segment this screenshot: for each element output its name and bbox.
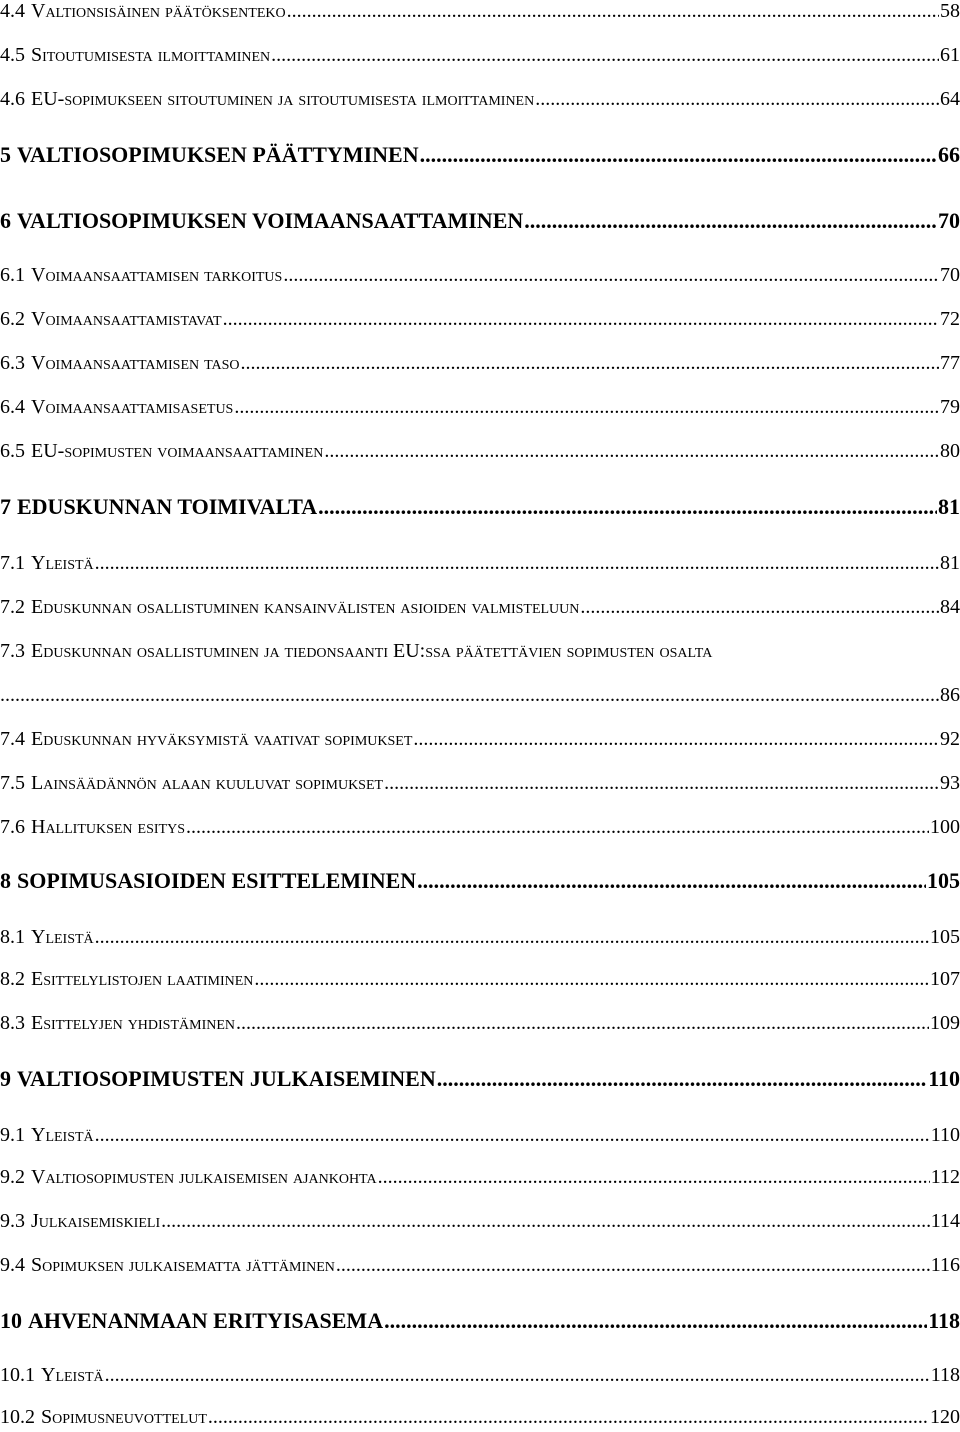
toc-entry-6[interactable] bbox=[0, 208, 960, 234]
entry-number: 6.1 bbox=[0, 264, 25, 286]
entry-number: 10 bbox=[0, 1308, 22, 1333]
entry-title: Yleistä bbox=[41, 1364, 104, 1386]
entry-number: 4.6 bbox=[0, 88, 25, 110]
entry-page: 105 bbox=[930, 926, 960, 948]
entry-page: 70 bbox=[940, 264, 960, 286]
entry-page: 81 bbox=[940, 552, 960, 574]
entry-title: Yleistä bbox=[31, 552, 94, 574]
entry-page: 81 bbox=[938, 494, 960, 519]
entry-page: 92 bbox=[940, 728, 960, 750]
entry-number: 7.3 bbox=[0, 640, 25, 662]
entry-title: VALTIOSOPIMUKSEN VOIMAANSAATTAMINEN bbox=[17, 208, 524, 233]
toc-entry-10-2[interactable] bbox=[0, 1406, 960, 1429]
entry-page: 80 bbox=[940, 440, 960, 462]
entry-title: Voimaansaattamistavat bbox=[31, 308, 222, 330]
leader-dots bbox=[95, 926, 929, 949]
leader-dots bbox=[161, 1210, 930, 1233]
leader-dots bbox=[417, 868, 926, 894]
entry-title: SOPIMUSASIOIDEN ESITTELEMINEN bbox=[17, 868, 417, 893]
toc-entry-7-2[interactable] bbox=[0, 596, 960, 619]
toc-entry-6-5[interactable] bbox=[0, 440, 960, 463]
leader-dots bbox=[384, 1308, 927, 1334]
entry-page: 86 bbox=[940, 684, 960, 706]
entry-title: Julkaisemiskieli bbox=[31, 1210, 161, 1232]
leader-dots bbox=[318, 494, 937, 520]
entry-number: 7.5 bbox=[0, 772, 25, 794]
toc-entry-4-6[interactable] bbox=[0, 88, 960, 111]
entry-number: 7.6 bbox=[0, 816, 25, 838]
entry-title: VALTIOSOPIMUSTEN JULKAISEMINEN bbox=[17, 1066, 436, 1091]
leader-dots bbox=[95, 552, 939, 575]
toc-entry-6-4[interactable] bbox=[0, 396, 960, 419]
entry-page: 72 bbox=[940, 308, 960, 330]
entry-title: Eduskunnan osallistuminen ja tiedonsaanti EU:ssa päätettävien sopimusten osalta bbox=[31, 640, 713, 662]
toc-entry-7-4[interactable] bbox=[0, 728, 960, 751]
entry-page: 118 bbox=[930, 1364, 960, 1386]
entry-title: Hallituksen esitys bbox=[31, 816, 185, 838]
entry-title: Eduskunnan hyväksymistä vaativat sopimukset bbox=[31, 728, 413, 750]
leader-dots bbox=[0, 684, 939, 707]
entry-page: 77 bbox=[940, 352, 960, 374]
entry-number: 7.4 bbox=[0, 728, 25, 750]
leader-dots bbox=[223, 308, 939, 331]
entry-title: Yleistä bbox=[31, 926, 94, 948]
leader-dots bbox=[283, 264, 939, 287]
leader-dots bbox=[420, 142, 937, 168]
entry-page: 58 bbox=[940, 0, 960, 22]
toc-entry-7-6[interactable] bbox=[0, 816, 960, 839]
entry-page: 66 bbox=[938, 142, 960, 167]
entry-number: 5 bbox=[0, 142, 11, 167]
entry-title: Esittelyjen yhdistäminen bbox=[31, 1012, 236, 1034]
leader-dots bbox=[384, 772, 939, 795]
entry-title: Esittelylistojen laatiminen bbox=[31, 968, 254, 990]
entry-number: 6 bbox=[0, 208, 11, 233]
toc-entry-8-2[interactable] bbox=[0, 968, 960, 991]
entry-title: VALTIOSOPIMUKSEN PÄÄTTYMINEN bbox=[17, 142, 419, 167]
toc-entry-6-1[interactable] bbox=[0, 264, 960, 287]
toc-entry-7-5[interactable] bbox=[0, 772, 960, 795]
leader-dots bbox=[208, 1406, 929, 1429]
toc-entry-6-2[interactable] bbox=[0, 308, 960, 331]
entry-page: 120 bbox=[930, 1406, 960, 1428]
entry-number: 10.1 bbox=[0, 1364, 35, 1386]
leader-dots bbox=[105, 1364, 930, 1387]
entry-number: 7.2 bbox=[0, 596, 25, 618]
toc-entry-9-2[interactable] bbox=[0, 1166, 960, 1189]
entry-title: Valtiosopimusten julkaisemisen ajankohta bbox=[31, 1166, 377, 1188]
leader-dots bbox=[524, 208, 937, 234]
toc-entry-7-3[interactable] bbox=[0, 640, 960, 663]
entry-number: 4.5 bbox=[0, 44, 25, 66]
leader-dots bbox=[378, 1166, 930, 1189]
toc-entry-10-1[interactable] bbox=[0, 1364, 960, 1387]
toc-entry-10[interactable] bbox=[0, 1308, 960, 1334]
entry-number: 9.2 bbox=[0, 1166, 25, 1188]
leader-dots bbox=[437, 1066, 927, 1092]
toc-entry-9-4[interactable] bbox=[0, 1254, 960, 1277]
entry-title: Valtionsisäinen päätöksenteko bbox=[31, 0, 286, 22]
entry-title: EDUSKUNNAN TOIMIVALTA bbox=[17, 494, 318, 519]
entry-page: 107 bbox=[930, 968, 960, 990]
entry-number: 8.1 bbox=[0, 926, 25, 948]
entry-page: 79 bbox=[940, 396, 960, 418]
entry-page: 112 bbox=[930, 1166, 960, 1188]
entry-title: Sopimusneuvottelut bbox=[41, 1406, 207, 1428]
entry-number: 4.4 bbox=[0, 0, 25, 22]
entry-title: Voimaansaattamisen tarkoitus bbox=[31, 264, 283, 286]
entry-number: 9.3 bbox=[0, 1210, 25, 1232]
entry-page: 109 bbox=[930, 1012, 960, 1034]
entry-number: 10.2 bbox=[0, 1406, 35, 1428]
entry-number: 6.4 bbox=[0, 396, 25, 418]
entry-number: 9.1 bbox=[0, 1124, 25, 1146]
leader-dots bbox=[236, 1012, 929, 1035]
toc-entry-8[interactable] bbox=[0, 868, 960, 894]
entry-title: EU-sopimukseen sitoutuminen ja sitoutumisesta ilmoittaminen bbox=[31, 88, 535, 110]
leader-dots bbox=[580, 596, 939, 619]
leader-dots bbox=[186, 816, 929, 839]
entry-page: 110 bbox=[928, 1066, 960, 1091]
entry-title: Eduskunnan osallistuminen kansainvälisten asioiden valmisteluun bbox=[31, 596, 580, 618]
toc-entry-7-1[interactable] bbox=[0, 552, 960, 575]
entry-number: 8.3 bbox=[0, 1012, 25, 1034]
entry-title: Voimaansaattamisen taso bbox=[31, 352, 240, 374]
toc-entry-6-3[interactable] bbox=[0, 352, 960, 375]
entry-page: 84 bbox=[940, 596, 960, 618]
entry-number: 7 bbox=[0, 494, 11, 519]
entry-page: 61 bbox=[940, 44, 960, 66]
entry-title: AHVENANMAAN ERITYISASEMA bbox=[28, 1308, 384, 1333]
entry-number: 8 bbox=[0, 868, 11, 893]
entry-page: 64 bbox=[940, 88, 960, 110]
entry-page: 114 bbox=[930, 1210, 960, 1232]
toc-entry-9[interactable] bbox=[0, 1066, 960, 1092]
toc-entry-8-3[interactable] bbox=[0, 1012, 960, 1035]
entry-number: 9.4 bbox=[0, 1254, 25, 1276]
entry-title: EU-sopimusten voimaansaattaminen bbox=[31, 440, 324, 462]
entry-number: 9 bbox=[0, 1066, 11, 1091]
entry-page: 118 bbox=[928, 1308, 960, 1333]
leader-dots bbox=[324, 440, 939, 463]
entry-page: 100 bbox=[930, 816, 960, 838]
entry-number: 6.2 bbox=[0, 308, 25, 330]
leader-dots bbox=[336, 1254, 930, 1277]
entry-number: 7.1 bbox=[0, 552, 25, 574]
entry-title: Voimaansaattamisasetus bbox=[31, 396, 234, 418]
entry-number: 6.3 bbox=[0, 352, 25, 374]
toc-entry-8-1[interactable] bbox=[0, 926, 960, 949]
entry-title: Sopimuksen julkaisematta jättäminen bbox=[31, 1254, 335, 1276]
entry-title: Sitoutumisesta ilmoittaminen bbox=[31, 44, 271, 66]
entry-title: Yleistä bbox=[31, 1124, 94, 1146]
entry-number: 6.5 bbox=[0, 440, 25, 462]
leader-dots bbox=[241, 352, 939, 375]
leader-dots bbox=[287, 0, 939, 23]
toc-entry-9-3[interactable] bbox=[0, 1210, 960, 1233]
leader-dots bbox=[413, 728, 939, 751]
entry-page: 116 bbox=[930, 1254, 960, 1276]
toc-entry-9-1[interactable] bbox=[0, 1124, 960, 1147]
entry-page: 105 bbox=[927, 868, 960, 893]
entry-number: 8.2 bbox=[0, 968, 25, 990]
entry-page: 110 bbox=[930, 1124, 960, 1146]
leader-dots bbox=[254, 968, 929, 991]
entry-title: Lainsäädännön alaan kuuluvat sopimukset bbox=[31, 772, 384, 794]
leader-dots bbox=[234, 396, 939, 419]
toc-entry-5[interactable] bbox=[0, 142, 960, 168]
leader-dots bbox=[535, 88, 939, 111]
leader-dots bbox=[271, 44, 939, 67]
toc-entry-7-3-continuation[interactable] bbox=[0, 684, 960, 707]
toc-entry-7[interactable] bbox=[0, 494, 960, 520]
toc-entry-4-5[interactable] bbox=[0, 44, 960, 67]
entry-page: 93 bbox=[940, 772, 960, 794]
toc-entry-4-4[interactable] bbox=[0, 0, 960, 23]
leader-dots bbox=[95, 1124, 930, 1147]
entry-page: 70 bbox=[938, 208, 960, 233]
